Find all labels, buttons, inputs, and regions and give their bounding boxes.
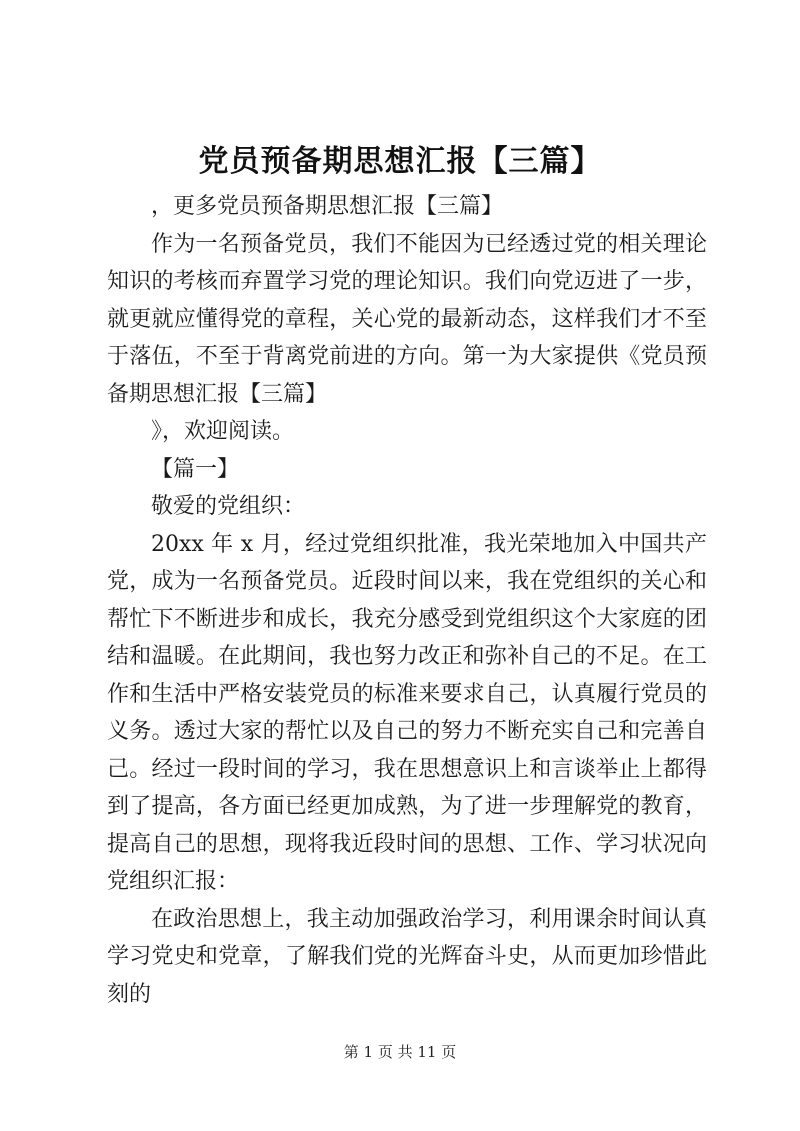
intro-line: ，更多党员预备期思想汇报【三篇】 [151, 194, 504, 219]
page-number: 第 1 页 共 11 页 [343, 1043, 457, 1061]
document-title: 党员预备期思想汇报【三篇】 [198, 144, 602, 179]
salutation: 敬爱的党组织： [151, 494, 306, 519]
body-paragraph: 20xx 年 x 月，经过党组织批准，我光荣地加入中国共产党，成为一名预备党员。近段时间以来，我在党组织的关心和帮忙下不断进步和成长，我充分感受到党组织这个大家庭的团结和温暖。在此期间，我也努力改正和弥补自己的不足。在工作和生活中严格安装党员的标准来要求自己，认真履行党员的义务。透过大家的帮忙以及自己的努力不断充实自己和完善自己。经过一段时间的学习，我在思想意识上和言谈举止上都得到了提高，各方面已经更加成熟，为了进一步理解党的教育，提高自己的思想，现将我近段时间的思想、工作、学习状况向党组织汇报： [107, 531, 707, 894]
section-heading: 【篇一】 [151, 456, 240, 482]
welcome-line: 》，欢迎阅读。 [151, 419, 295, 444]
intro-paragraph: 作为一名预备党员，我们不能因为已经透过党的相关理论知识的考核而弃置学习党的理论知识。我们向党迈进了一步，就更就应懂得党的章程，关心党的最新动态，这样我们才不至于落伍，不至于背离党前进的方向。第一为大家提供《党员预备期思想汇报【三篇】 [107, 231, 707, 407]
body-paragraph: 在政治思想上，我主动加强政治学习，利用课余时间认真学习党史和党章，了解我们党的光辉奋斗史，从而更加珍惜此刻的 [107, 906, 707, 1007]
document-body [107, 188, 707, 1013]
